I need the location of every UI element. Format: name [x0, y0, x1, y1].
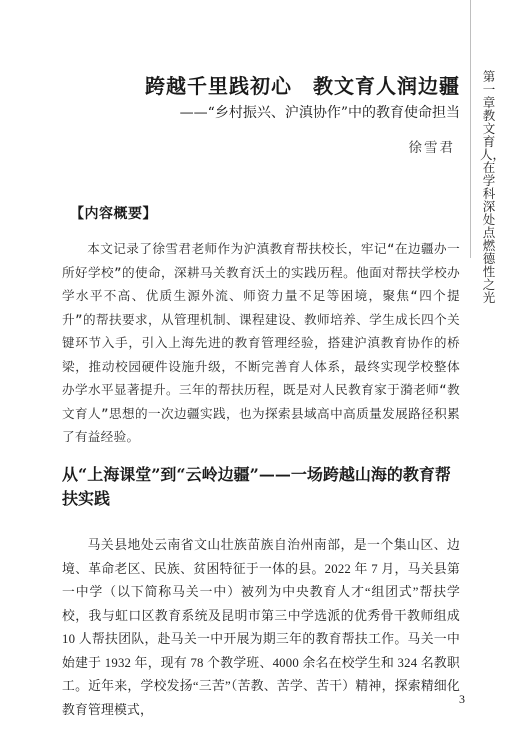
running-head-divider	[470, 0, 471, 258]
summary-heading: 【内容概要】	[70, 206, 157, 222]
article-subtitle: ——“乡村振兴、沪滇协作”中的教育使命担当	[179, 105, 460, 121]
page-number: 3	[459, 692, 465, 706]
summary-text: 本文记录了徐雪君老师作为沪滇教育帮扶校长，牢记“在边疆办一所好学校”的使命，深耕马关教育沃土的实践历程。他面对帮扶学校办学水平不高、优质生源外流、师资力量不足等困境，聚焦“四个提升”的帮扶要求，从管理机制、课程建设、教师培养、学生成长四个关键环节入手，引入上海先进的教育管理经验，搭建沪滇教育协作的桥梁，推动校园硬件设施升级，不断完善育人体系，最终实现学校整体办学水平显著提升。三年的帮扶历程，既是对人民教育家于漪老师“教文育人”思想的一次边疆实践，也为探索县域高中高质量发展路径积累了有益经验。	[62, 241, 460, 444]
article-title: 跨越千里践初心 教文育人润边疆	[145, 74, 460, 98]
section-heading: 从“上海课堂”到“云岭边疆”——一场跨越山海的教育帮扶实践	[62, 465, 451, 508]
running-head: 第一章 教文育人，在学科深处点燃德性之光	[480, 69, 508, 305]
section-body: 马关县地处云南省文山壮族苗族自治州南部，是一个集山区、边境、革命老区、民族、贫困特征于一体的县。2022 年 7 月，马关县第一中学（以下简称马关一中）被列为中央教育人才“组团式”帮扶学校，我与虹口区教育系统及昆明市第三中学选派的优秀骨干教师组成 10 人帮扶团队，赴马关一中开展为期三年的教育帮扶工作。马关一中始建于 1932 年，现有 78 个教学班、4000 余名在校学生和 324 名教职工。近年来，学校发扬“三苦”（苦教、苦学、苦干）精神，探索精细化教育管理模式，	[62, 538, 460, 717]
author-name: 徐雪君	[408, 140, 455, 156]
